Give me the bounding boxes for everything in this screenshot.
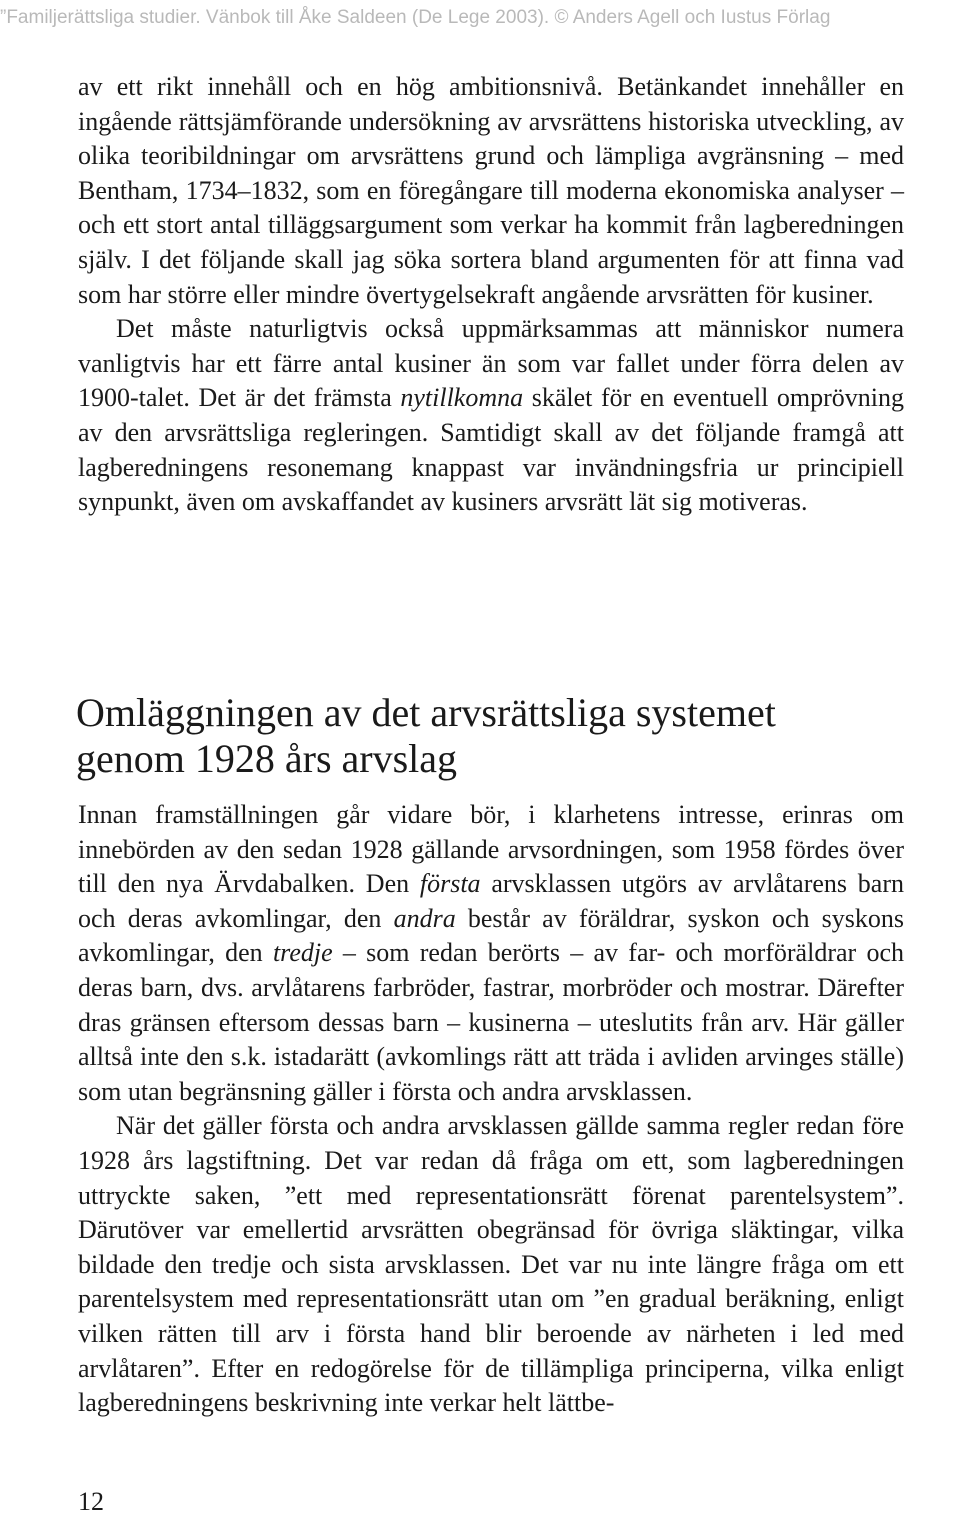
intro-p2-emphasis: nytillkomna <box>400 383 524 413</box>
intro-p2-text-a: Det måste naturligtvis också uppmärksammas att människor numera vanligtvis har ett färre antal kusiner än som var fallet under förra delen av 1900-talet. Det är det främsta <box>78 314 904 413</box>
section-heading-line-1: Omläggningen av det arvsrättsliga systemet <box>76 690 776 735</box>
copyright-watermark: ”Familjerättsliga studier. Vänbok till Åke Saldeen (De Lege 2003). © Anders Agell och Iustus Förlag <box>0 7 831 28</box>
section-paragraph-2: När det gäller första och andra arvsklassen gällde samma regler redan före 1928 års lagstiftning. Det var redan då fråga om ett, som lagberedningen uttryckte saken, ”ett med representationsrätt förenat parentelsystem”. Därutöver var emellertid arvsrätten obegränsad för övriga släktingar, vilka bildade den tredje och sista arvsklassen. Det var nu inte längre fråga om ett parentelsystem med representationsrätt utan om ”en gradual beräkning, enligt vilken rätten till arv i första hand blir beroende av närheten i led med arvlåtaren”. Efter en redogörelse för de tillämpliga principerna, vilka enligt lagberedningens beskrivning inte verkar helt lättbe- <box>78 1111 904 1418</box>
section-p1-emphasis-forsta: första <box>419 869 481 899</box>
section-paragraph-1 <box>78 798 904 1109</box>
section-text <box>78 798 904 1421</box>
section-p1-emphasis-andra: andra <box>393 903 456 933</box>
section-heading-line-2: genom 1928 års arvslag <box>76 736 458 781</box>
intro-paragraph-1: av ett rikt innehåll och en hög ambitionsnivå. Betänkandet innehåller en ingående rättsjämförande undersökning av arvsrättens historiska utveckling, av olika teoribildningar om arvsrättens grund och lämpliga avgränsning – med Bentham, 1734–1832, som en föregångare till moderna ekonomiska analyser – och ett stort antal tilläggsargument som verkar ha kommit från lagberedningen själv. I det följande skall jag söka sortera bland argumenten för att finna vad som har större eller mindre övertygelsekraft angående arvsrätten för kusiner. <box>78 72 904 309</box>
section-p1-text-c: består av föräldrar, syskon och syskons avkomlingar, den <box>78 903 904 968</box>
intro-p2-text-b: skälet för en eventuell omprövning av den arvsrättsliga regleringen. Samtidigt skall av det följande framgå att lagberedningens resonemang knappast var invändningsfria ur principiell synpunkt, även om avskaffandet av kusiners arvsrätt lät sig motiveras. <box>78 383 905 517</box>
section-heading <box>76 690 916 782</box>
intro-text <box>78 70 904 520</box>
intro-paragraph-2 <box>78 312 904 520</box>
section-p1-text-a: Innan framställningen går vidare bör, i klarhetens intresse, erinras om innebörden av den sedan 1928 gällande arvsordningen, som 1958 fördes över till den nya Ärvdabalken. Den <box>78 800 904 899</box>
page-number: 12 <box>78 1487 104 1516</box>
section-p1-text-b: arvsklassen utgörs av arvlåtarens barn och deras avkomlingar, den <box>78 869 904 933</box>
section-p1-text-d: – som redan berörts – av far- och morföräldrar och deras barn, dvs. arvlåtarens farbröder, fastrar, morbröder och mostrar. Därefter dras gränsen eftersom dessas barn – kusinerna – uteslutits från arv. Här gäller alltså inte den s.k. istadarätt (avkomlings rätt att träda i avliden arvinges ställe) som utan begränsning gäller i första och andra arvsklassen. <box>78 938 904 1106</box>
section-p1-emphasis-tredje: tredje <box>272 938 333 968</box>
